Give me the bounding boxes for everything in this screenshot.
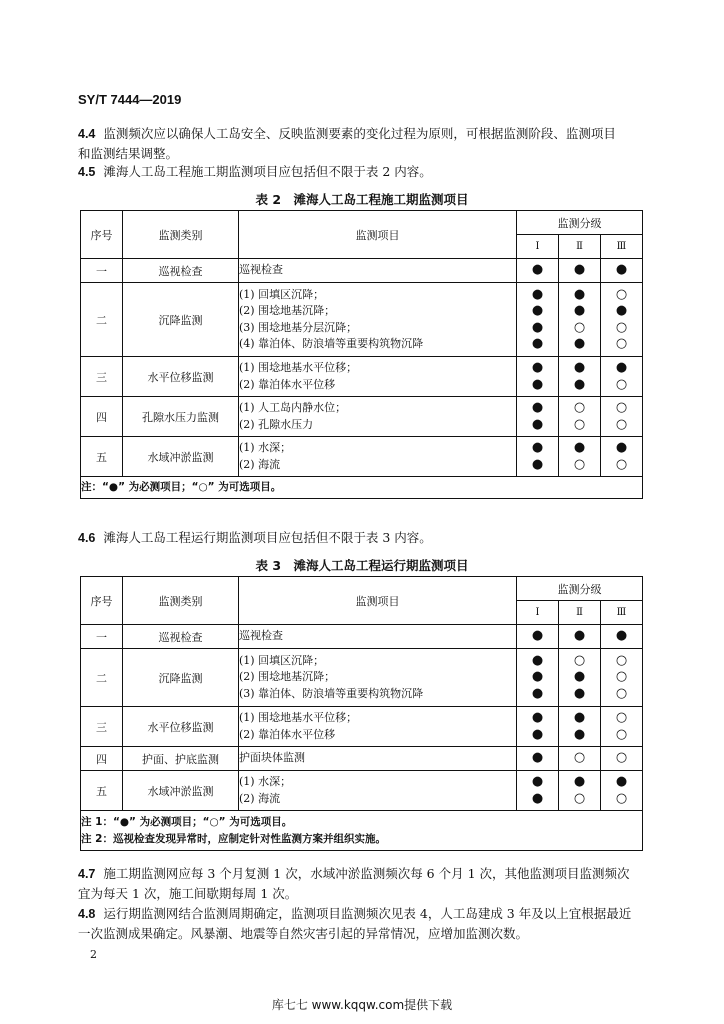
item-line: (1) 围埝地基水平位移； <box>239 711 358 724</box>
grade1-cell <box>517 357 559 397</box>
clause-4-5 <box>78 162 644 182</box>
grade-mark: ○ <box>615 710 628 725</box>
clause-4-8 <box>78 904 644 944</box>
grade1-cell <box>517 437 559 477</box>
item-line: (4) 靠泊体、防浪墙等重要构筑物沉降 <box>239 337 424 350</box>
clause-text: 一次监测成果确定。风暴潮、地震等自然灾害引起的异常情况，应增加监测次数。 <box>78 926 529 941</box>
grade2-cell <box>559 707 601 747</box>
grade-mark: ● <box>573 710 586 725</box>
clause-number: 4.7 <box>78 867 96 881</box>
col-header-seq: 序号 <box>81 211 123 259</box>
grade-mark: ● <box>531 669 544 685</box>
clause-number: 4.8 <box>78 907 96 921</box>
grade-mark: ● <box>531 750 544 766</box>
grade-mark: ○ <box>573 750 586 766</box>
grade-mark: ● <box>531 303 544 318</box>
category-cell: 沉降监测 <box>123 283 239 357</box>
col-header-category: 监测类别 <box>123 211 239 259</box>
grade-mark: ○ <box>615 416 628 432</box>
grade-mark: ○ <box>573 456 586 472</box>
seq-cell: 四 <box>81 747 123 771</box>
clause-text: 监测频次应以确保人工岛安全、反映监测要素的变化过程为原则，可根据监测阶段、监测项目 <box>103 126 616 141</box>
grade-mark: ● <box>573 726 586 742</box>
grade1-cell <box>517 283 559 357</box>
col-header-grade: 监测分级 <box>517 211 643 235</box>
grade-mark: ○ <box>615 652 628 668</box>
grade2-cell <box>559 625 601 649</box>
grade-mark: ● <box>573 376 586 392</box>
grade-mark: ● <box>615 360 628 375</box>
grade-mark: ● <box>531 262 544 278</box>
clause-text: 宜为每天 1 次，施工间歇期每周 1 次。 <box>78 886 298 901</box>
grade3-cell <box>601 707 643 747</box>
grade3-cell <box>601 437 643 477</box>
clause-number: 4.6 <box>78 531 96 545</box>
grade-mark: ○ <box>615 669 628 685</box>
grade2-cell <box>559 259 601 283</box>
grade-mark: ● <box>531 685 544 701</box>
seq-cell: 二 <box>81 283 123 357</box>
grade3-cell <box>601 625 643 649</box>
grade-mark: ● <box>531 710 544 725</box>
grade-mark: ○ <box>573 790 586 806</box>
item-line: (1) 水深； <box>239 775 292 788</box>
grade-mark: ● <box>615 262 628 278</box>
seq-cell: 一 <box>81 625 123 649</box>
items-cell <box>239 771 517 811</box>
item-line: (1) 回填区沉降； <box>239 653 325 667</box>
grade3-cell <box>601 357 643 397</box>
download-footer: 库七七 www.kqqw.com提供下载 <box>271 998 453 1012</box>
grade-mark: ○ <box>573 416 586 432</box>
grade-mark: ● <box>615 440 628 455</box>
grade3-cell <box>601 397 643 437</box>
seq-cell: 五 <box>81 437 123 477</box>
category-cell: 水平位移监测 <box>123 357 239 397</box>
clause-4-7 <box>78 864 644 904</box>
col-header-grade-3: Ⅲ <box>601 601 643 625</box>
seq-cell: 二 <box>81 649 123 707</box>
grade-mark: ● <box>573 669 586 685</box>
item-line: (2) 围埝地基沉降； <box>239 304 336 317</box>
col-header-grade-3: Ⅲ <box>601 235 643 259</box>
item-line: (1) 回填区沉降； <box>239 287 325 301</box>
grade-mark: ● <box>573 685 586 701</box>
grade-mark: ● <box>573 303 586 318</box>
grade-mark: ○ <box>615 286 628 302</box>
item-line: (2) 靠泊体水平位移 <box>239 727 336 741</box>
grade-mark: ● <box>531 360 544 375</box>
table-row <box>81 649 643 707</box>
table-row <box>81 397 643 437</box>
category-cell: 水域冲淤监测 <box>123 437 239 477</box>
table2-note: 注：“●” 为必测项目；“○” 为可选项目。 <box>81 477 643 499</box>
grade-mark: ○ <box>615 319 628 335</box>
table3 <box>80 576 643 851</box>
clause-number: 4.4 <box>78 127 96 141</box>
item-line: (1) 水深； <box>239 441 292 454</box>
grade-mark: ○ <box>615 750 628 766</box>
grade-mark: ○ <box>615 726 628 742</box>
grade3-cell <box>601 747 643 771</box>
page-number: 2 <box>90 948 97 961</box>
grade-mark: ● <box>531 416 544 432</box>
grade-mark: ● <box>531 440 544 455</box>
item-line: 护面块体监测 <box>239 751 305 765</box>
item-line: (1) 人工岛内静水位； <box>239 401 347 414</box>
grade-mark: ● <box>573 336 586 351</box>
clause-number: 4.5 <box>78 165 96 179</box>
category-cell: 水平位移监测 <box>123 707 239 747</box>
grade2-cell <box>559 771 601 811</box>
items-cell <box>239 259 517 283</box>
item-line: (2) 孔隙水压力 <box>239 417 314 431</box>
col-header-grade-2: Ⅱ <box>559 601 601 625</box>
grade-mark: ● <box>531 400 544 415</box>
grade-mark: ● <box>615 628 628 644</box>
items-cell <box>239 283 517 357</box>
grade-mark: ○ <box>573 652 586 668</box>
grade3-cell <box>601 649 643 707</box>
clause-4-4 <box>78 124 644 164</box>
seq-cell: 三 <box>81 357 123 397</box>
table3-note <box>81 811 643 851</box>
col-header-seq: 序号 <box>81 577 123 625</box>
col-header-grade-1: Ⅰ <box>517 235 559 259</box>
grade-mark: ● <box>573 360 586 375</box>
category-cell: 护面、护底监测 <box>123 747 239 771</box>
grade-mark: ○ <box>615 456 628 472</box>
grade-mark: ● <box>531 336 544 351</box>
grade-mark: ● <box>531 376 544 392</box>
seq-cell: 三 <box>81 707 123 747</box>
grade2-cell <box>559 747 601 771</box>
grade-mark: ● <box>531 652 544 668</box>
grade-mark: ● <box>531 726 544 742</box>
items-cell <box>239 625 517 649</box>
clause-text: 滩海人工岛工程运行期监测项目应包括但不限于表 3 内容。 <box>103 530 432 545</box>
seq-cell: 五 <box>81 771 123 811</box>
category-cell: 沉降监测 <box>123 649 239 707</box>
clause-4-6 <box>78 528 644 548</box>
grade-mark: ○ <box>573 319 586 335</box>
items-cell <box>239 707 517 747</box>
grade1-cell <box>517 771 559 811</box>
items-cell <box>239 437 517 477</box>
table-row <box>81 437 643 477</box>
table-row <box>81 771 643 811</box>
item-line: (2) 海流 <box>239 457 281 471</box>
items-cell <box>239 649 517 707</box>
item-line: (2) 海流 <box>239 791 281 805</box>
table-row <box>81 625 643 649</box>
item-line: (2) 靠泊体水平位移 <box>239 377 336 391</box>
col-header-items: 监测项目 <box>239 577 517 625</box>
grade-mark: ● <box>573 286 586 302</box>
category-cell: 巡视检查 <box>123 625 239 649</box>
seq-cell: 四 <box>81 397 123 437</box>
grade-mark: ● <box>531 790 544 806</box>
item-line: 巡视检查 <box>239 263 283 277</box>
grade-mark: ● <box>531 456 544 472</box>
item-line: (2) 围埝地基沉降； <box>239 670 336 684</box>
table2 <box>80 210 643 499</box>
category-cell: 巡视检查 <box>123 259 239 283</box>
category-cell: 孔隙水压力监测 <box>123 397 239 437</box>
col-header-grade-2: Ⅱ <box>559 235 601 259</box>
item-line: (3) 靠泊体、防浪墙等重要构筑物沉降 <box>239 686 424 700</box>
col-header-grade-1: Ⅰ <box>517 601 559 625</box>
standard-code: SY/T 7444—2019 <box>78 92 182 107</box>
table3-note-2: 注 2：巡视检查发现异常时，应制定针对性监测方案并组织实施。 <box>81 832 386 845</box>
table2-title: 表 2 滩海人工岛工程施工期监测项目 <box>255 192 469 207</box>
grade1-cell <box>517 259 559 283</box>
grade2-cell <box>559 357 601 397</box>
items-cell <box>239 747 517 771</box>
grade-mark: ○ <box>615 376 628 392</box>
grade1-cell <box>517 649 559 707</box>
grade3-cell <box>601 771 643 811</box>
grade-mark: ● <box>573 774 586 789</box>
item-line: 巡视检查 <box>239 629 283 643</box>
clause-text: 滩海人工岛工程施工期监测项目应包括但不限于表 2 内容。 <box>103 164 432 179</box>
grade-mark: ○ <box>573 400 586 415</box>
grade2-cell <box>559 283 601 357</box>
grade1-cell <box>517 707 559 747</box>
item-line: (1) 围埝地基水平位移； <box>239 361 358 374</box>
table-row <box>81 357 643 397</box>
grade-mark: ○ <box>615 685 628 701</box>
grade3-cell <box>601 283 643 357</box>
seq-cell: 一 <box>81 259 123 283</box>
grade-mark: ● <box>573 628 586 644</box>
table-row <box>81 747 643 771</box>
clause-text: 运行期监测网结合监测周期确定，监测项目监测频次见表 4，人工岛建成 3 年及以上宜根据最近 <box>103 906 632 921</box>
items-cell <box>239 397 517 437</box>
grade-mark: ● <box>531 628 544 644</box>
grade2-cell <box>559 649 601 707</box>
grade1-cell <box>517 747 559 771</box>
table3-note-1: 注 1：“●” 为必测项目；“○” 为可选项目。 <box>81 815 293 828</box>
col-header-items: 监测项目 <box>239 211 517 259</box>
items-cell <box>239 357 517 397</box>
grade-mark: ● <box>615 774 628 789</box>
grade-mark: ● <box>531 319 544 335</box>
grade1-cell <box>517 397 559 437</box>
grade-mark: ○ <box>615 400 628 415</box>
col-header-category: 监测类别 <box>123 577 239 625</box>
grade-mark: ○ <box>615 790 628 806</box>
table-row <box>81 707 643 747</box>
clause-text: 施工期监测网应每 3 个月复测 1 次，水域冲淤监测频次每 6 个月 1 次，其他监测项目监测频次 <box>103 866 630 881</box>
clause-text: 和监测结果调整。 <box>78 146 179 161</box>
grade1-cell <box>517 625 559 649</box>
grade-mark: ● <box>573 262 586 278</box>
category-cell: 水域冲淤监测 <box>123 771 239 811</box>
grade2-cell <box>559 397 601 437</box>
grade-mark: ● <box>615 303 628 318</box>
table3-title: 表 3 滩海人工岛工程运行期监测项目 <box>255 558 469 573</box>
grade3-cell <box>601 259 643 283</box>
grade-mark: ● <box>531 774 544 789</box>
table-row <box>81 283 643 357</box>
col-header-grade: 监测分级 <box>517 577 643 601</box>
table-row <box>81 259 643 283</box>
grade-mark: ● <box>573 440 586 455</box>
item-line: (3) 围埝地基分层沉降； <box>239 320 358 334</box>
grade2-cell <box>559 437 601 477</box>
grade-mark: ● <box>531 286 544 302</box>
grade-mark: ○ <box>615 336 628 351</box>
